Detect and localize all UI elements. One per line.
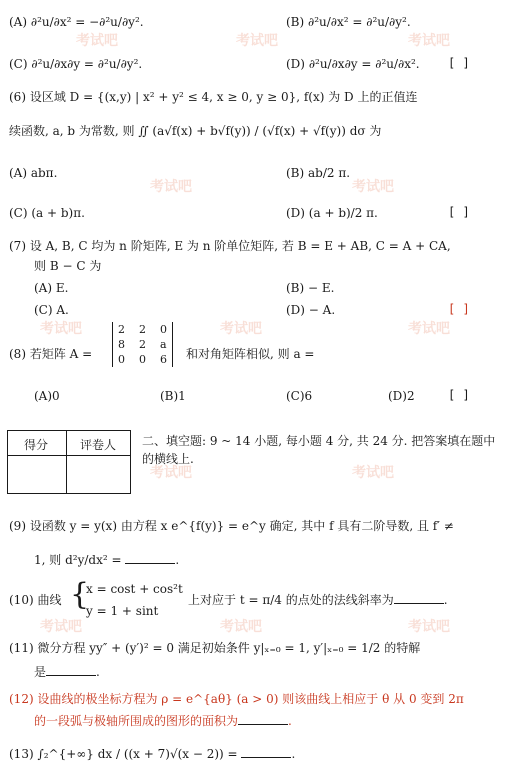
q8-option-d: (D)2 bbox=[388, 389, 415, 403]
watermark-logo: 考试吧 bbox=[150, 465, 192, 481]
q9-second-derivative: d²y/dx² = bbox=[65, 553, 122, 567]
q10-system-brace: { bbox=[70, 577, 90, 612]
q7-answer-bracket: [ ] bbox=[448, 302, 470, 316]
watermark-logo: 考试吧 bbox=[40, 619, 82, 635]
q5-option-a: (A) ∂²u/∂x² = −∂²u/∂y². bbox=[9, 15, 144, 29]
q7-stem-line2: 则 B − C 为 bbox=[34, 259, 102, 273]
q8-matrix-row-2: 8 2 a bbox=[118, 338, 167, 351]
q7-option-b: (B) − E. bbox=[286, 281, 335, 295]
q6-stem-line2: 续函数, a, b 为常数, 则 ∬ (a√f(x) + b√f(y)) / (√f(x) + √f(y)) dσ 为 bbox=[9, 124, 382, 138]
q11-answer-blank[interactable] bbox=[46, 665, 96, 676]
watermark-logo: 考试吧 bbox=[352, 465, 394, 481]
q9-line1: (9) 设函数 y = y(x) 由方程 x e^{f(y)} = e^y 确定, 其中 f 具有二阶导数, 且 f′ ≠ bbox=[9, 519, 454, 533]
watermark-logo: 考试吧 bbox=[220, 619, 262, 635]
grader-column-label: 评卷人 bbox=[80, 438, 117, 452]
q8-option-c: (C)6 bbox=[286, 389, 313, 403]
q6-option-c: (C) (a + b)π. bbox=[9, 206, 85, 220]
q8-stem-tail: 和对角矩阵相似, 则 a = bbox=[186, 347, 315, 361]
q10-system-eq1: x = cost + cos²t bbox=[86, 582, 183, 596]
q7-option-a: (A) E. bbox=[34, 281, 69, 295]
score-table-divider bbox=[66, 431, 67, 493]
q6-option-d: (D) (a + b)/2 π. bbox=[286, 206, 378, 220]
watermark-logo: 考试吧 bbox=[236, 33, 278, 49]
q10-label: (10) 曲线 bbox=[9, 593, 62, 607]
q8-option-b: (B)1 bbox=[160, 389, 186, 403]
q10-tail: 上对应于 t = π/4 的点处的法线斜率为 . bbox=[188, 593, 448, 607]
q5-option-a-expr: ∂²u/∂x² = −∂²u/∂y². bbox=[30, 15, 144, 29]
score-table bbox=[7, 430, 131, 494]
q5-option-b: (B) ∂²u/∂x² = ∂²u/∂y². bbox=[286, 15, 411, 29]
q8-matrix-row-3: 0 0 6 bbox=[118, 353, 167, 366]
q6-option-a: (A) abπ. bbox=[9, 166, 58, 180]
q12-line1: (12) 设曲线的极坐标方程为 ρ = e^{aθ} (a > 0) 则该曲线上相应于 θ 从 0 变到 2π bbox=[9, 692, 464, 706]
q8-answer-bracket: [ ] bbox=[448, 388, 470, 402]
q11-line2: 是 . bbox=[34, 665, 100, 679]
score-column-label: 得分 bbox=[24, 438, 49, 452]
watermark-logo: 考试吧 bbox=[408, 33, 450, 49]
q5-option-d-expr: ∂²u/∂x∂y = ∂²u/∂x². bbox=[308, 57, 420, 71]
q8-stem: (8) 若矩阵 A = bbox=[9, 347, 93, 361]
q10-system-eq2: y = 1 + sint bbox=[86, 604, 159, 618]
q5-option-c-expr: ∂²u/∂x∂y = ∂²u/∂y². bbox=[31, 57, 143, 71]
q6-stem-line1: (6) 设区域 D = {(x,y) | x² + y² ≤ 4, x ≥ 0, y ≥ 0}, f(x) 为 D 上的正值连 bbox=[9, 90, 418, 104]
q6-answer-bracket: [ ] bbox=[448, 205, 470, 219]
watermark-logo: 考试吧 bbox=[150, 179, 192, 195]
q7-option-d: (D) − A. bbox=[286, 303, 336, 317]
q13-line: (13) ∫₂^{+∞} dx / ((x + 7)√(x − 2)) = . bbox=[9, 747, 296, 761]
watermark-logo: 考试吧 bbox=[408, 619, 450, 635]
q8-option-a: (A)0 bbox=[34, 389, 60, 403]
q5-option-d: (D) ∂²u/∂x∂y = ∂²u/∂x². bbox=[286, 57, 420, 71]
q9-answer-blank[interactable] bbox=[125, 553, 175, 564]
q11-line1: (11) 微分方程 yy″ + (y′)² = 0 满足初始条件 y|ₓ₌₀ = 1, y′|ₓ₌₀ = 1/2 的特解 bbox=[9, 641, 421, 655]
section-2-title: 二、填空题: 9 ~ 14 小题, 每小题 4 分, 共 24 分. 把答案填在题中的横线上. bbox=[142, 434, 496, 466]
q8-matrix-row-1: 2 2 0 bbox=[118, 323, 167, 336]
q5-option-c: (C) ∂²u/∂x∂y = ∂²u/∂y². bbox=[9, 57, 143, 71]
watermark-logo: 考试吧 bbox=[408, 321, 450, 337]
watermark-logo: 考试吧 bbox=[40, 321, 82, 337]
q13-answer-blank[interactable] bbox=[241, 747, 291, 758]
q5-answer-bracket: [ ] bbox=[448, 56, 470, 70]
watermark-logo: 考试吧 bbox=[220, 321, 262, 337]
q10-answer-blank[interactable] bbox=[394, 593, 444, 604]
q9-line2: 1, 则 d²y/dx² = . bbox=[34, 553, 180, 567]
q7-stem-line1: (7) 设 A, B, C 均为 n 阶矩阵, E 为 n 阶单位矩阵, 若 B = E + AB, C = A + CA, bbox=[9, 239, 451, 253]
watermark-logo: 考试吧 bbox=[352, 179, 394, 195]
q12-answer-blank[interactable] bbox=[238, 714, 288, 725]
q8-matrix bbox=[112, 322, 173, 367]
watermark-logo: 考试吧 bbox=[76, 33, 118, 49]
q5-option-b-expr: ∂²u/∂x² = ∂²u/∂y². bbox=[308, 15, 411, 29]
q12-line2: 的一段弧与极轴所围成的图形的面积为 . bbox=[34, 714, 292, 728]
q7-option-c: (C) A. bbox=[34, 303, 69, 317]
q6-option-b: (B) ab/2 π. bbox=[286, 166, 351, 180]
